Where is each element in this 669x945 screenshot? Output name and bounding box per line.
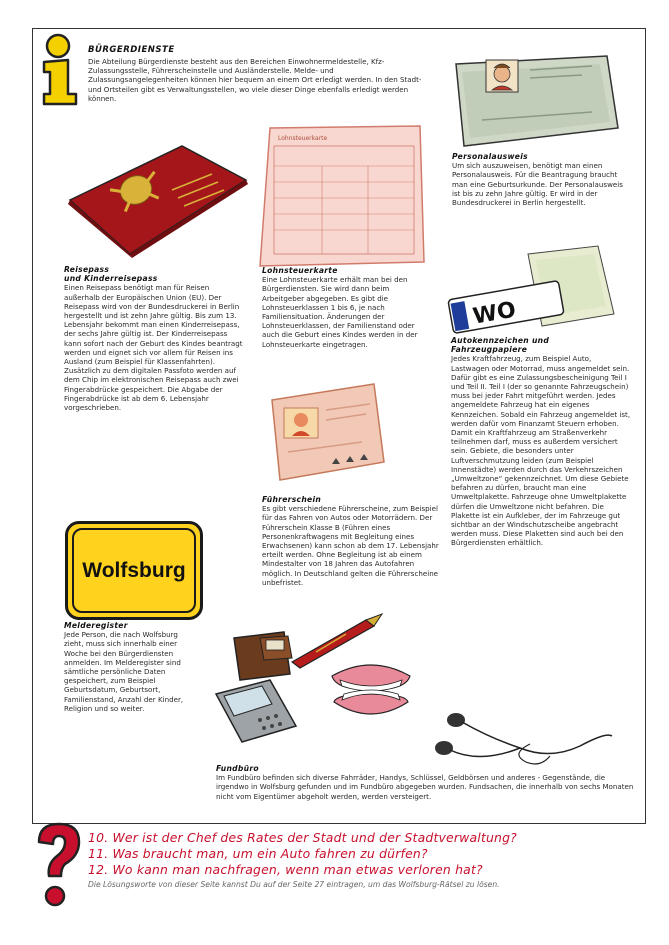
fuehrerschein-heading: Führerschein xyxy=(262,495,322,504)
question-12: 12. Wo kann man nachfragen, wenn man etwas verloren hat? xyxy=(88,862,483,877)
question-11: 11. Was braucht man, um ein Auto fahren zu dürfen? xyxy=(88,846,428,861)
fuehrerschein-block xyxy=(262,495,442,587)
dentures-icon xyxy=(326,656,416,726)
town-sign-text: Wolfsburg xyxy=(82,558,186,582)
fundbuero-text: Im Fundbüro befinden sich diverse Fahrräder, Handys, Schlüssel, Geldbörsen und anderes - Gegenstände, die irgendwo in Wolfsburg gefunden und im Fundbüro abgegeben wurden. Fundsachen, die innerhalb von sechs Monaten nicht vom Eigentümer abgeholt werden, werden versteigert. xyxy=(216,773,634,801)
town-sign xyxy=(65,521,203,620)
tax-form-illustration xyxy=(252,120,432,270)
reisepass-text: Einen Reisepass benötigt man für Reisen außerhalb der Europäischen Union (EU). Der Reisepass wird von der Bundesdruckerei in Berlin hergestellt und ist zehn Jahre gültig. Bis zum 13. Lebensjahr bekommt man einen Kinderreisepass, der sechs Jahre gültig ist. Der Kinderreisepass kann sofort nach der Geburt des Kindes beantragt werden und eignet sich vor allem für Reisen ins Ausland (zum Beispiel für Klassenfahrten). Zusätzlich zu dem digitalen Passfoto werden auf dem Chip im elektronischen Reisepass auch zwei Fingerabdrücke gespeichert. Die Abgabe der Fingerabdrücke ist ab dem 6. Lebensjahr vorgeschrieben. xyxy=(64,283,243,413)
earphones-icon xyxy=(430,708,620,772)
autokennzeichen-text: Jedes Kraftfahrzeug, zum Beispiel Auto, Lastwagen oder Motorrad, muss angemeldet sein. Dafür gibt es eine Zulassungsbescheinigung Teil I und Teil II. Teil I (der so genannte Fahrzeugschein) muss bei jeder Fahrt mitgeführt werden. Jedes angemeldete Fahrzeug hat ein eigenes Kennzeichen. Sobald ein Fahrzeug angemeldet ist, werden dafür vom Finanzamt Steuern erhoben. Damit ein Kraftfahrzeug am Straßenverkehr teilnehmen darf, muss es außerdem versichert sein. Gebiete, die besonders unter Luftverschmutzung leiden (zum Beispiel Innenstädte) werden durch das Verkehrszeichen „Umweltzone“ gekennzeichnet. Um diese Gebiete befahren zu dürfen, braucht man eine Umweltplakette. Fahrzeuge ohne Umweltplakette dürfen die Umweltzone nicht befahren. Die Plakette ist ein Aufkleber, der im Fahrzeuge gut sichtbar an der Windschutzscheibe angebracht werden muss. Diese Plaketten sind auch bei den Bürgerdiensten erhältlich. xyxy=(451,354,631,548)
intro-title: BÜRGERDIENSTE xyxy=(88,45,175,55)
town-sign-border xyxy=(72,528,196,613)
personalausweis-block xyxy=(452,152,632,207)
reisepass-heading: Reisepass und Kinderreisepass xyxy=(64,265,158,284)
info-icon xyxy=(36,32,84,106)
autokennzeichen-block xyxy=(451,336,631,548)
intro-text: Die Abteilung Bürgerdienste besteht aus den Bereichen Einwohnermeldestelle, Kfz-Zulassungsstelle, Führerscheinstelle und Ausländerstelle. Melde- und Zulassungsangelegenheiten können hier bequem an einem Ort erledigt werden. In den Stadt- und Ortsteilen gibt es Verwaltungsstellen, wo viele dieser Dinge ebenfalls erledigt werden können. xyxy=(88,57,422,103)
tax-form-label: Lohnsteuerkarte xyxy=(278,135,328,142)
passport-illustration xyxy=(62,140,252,260)
melderegister-block xyxy=(64,621,194,713)
lohnsteuerkarte-text: Eine Lohnsteuerkarte erhält man bei den Bürgerdiensten. Sie wird dann beim Arbeitgeber abgegeben. Es gibt die Lohnsteuerklassen 1 bis 6, je nach Familiensituation. Änderungen der Lohnsteuerklassen, der Familienstand oder auch die Geburt eines Kindes werden in der Lohnsteuerkarte eingetragen. xyxy=(262,275,418,349)
drivers-license-illustration xyxy=(262,378,392,488)
autokennzeichen-heading: Autokennzeichen und Fahrzeugpapiere xyxy=(451,336,550,355)
personalausweis-text: Um sich auszuweisen, benötigt man einen Personalausweis. Für die Beantragung braucht man eine Geburtsurkunde. Der Personalausweis ist bis zu zehn Jahre gültig. Er wird in der Bundesdruckerei in Berlin hergestellt. xyxy=(452,161,623,208)
lohnsteuerkarte-heading: Lohnsteuerkarte xyxy=(262,266,338,275)
melderegister-heading: Melderegister xyxy=(64,621,128,630)
melderegister-text: Jede Person, die nach Wolfsburg zieht, muss sich innerhalb einer Woche bei den Bürgerdiensten anmelden. Im Melderegister sind sämtliche persönliche Daten gespeichert, zum Beispiel Geburtsdatum, Geburtsort, Familienstand, Anzahl der Kinder, Religion und so weiter. xyxy=(64,630,184,713)
mobile-phone-icon xyxy=(212,676,302,748)
personalausweis-heading: Personalausweis xyxy=(452,152,528,161)
reisepass-block xyxy=(64,265,244,412)
fuehrerschein-text: Es gibt verschiedene Führerscheine, zum Beispiel für das Fahren von Autos oder Motorrädern. Der Führerschein Klasse B (Führen eines Personenkraftwagens mit Begleitung eines Erwachsenen) kann schon ab dem 17. Lebensjahr erteilt werden. Ohne Begleitung ist ab einem Mindestalter von 18 Jahren das Autofahren möglich. In Deutschland gelten die Führerscheine unbefristet. xyxy=(262,504,439,587)
question-mark-icon xyxy=(33,820,83,916)
question-footer: Die Lösungsworte von dieser Seite kannst Du auf der Seite 27 eintragen, um das Wolfsburg-Rätsel zu lösen. xyxy=(88,880,500,889)
license-plate-illustration xyxy=(446,244,626,344)
lohnsteuerkarte-block xyxy=(262,266,432,349)
plate-text: WO xyxy=(471,297,518,330)
id-card-illustration xyxy=(442,50,622,150)
fundbuero-block xyxy=(216,764,636,801)
fundbuero-heading: Fundbüro xyxy=(216,764,259,773)
question-10: 10. Wer ist der Chef des Rates der Stadt und der Stadtverwaltung? xyxy=(88,830,517,845)
